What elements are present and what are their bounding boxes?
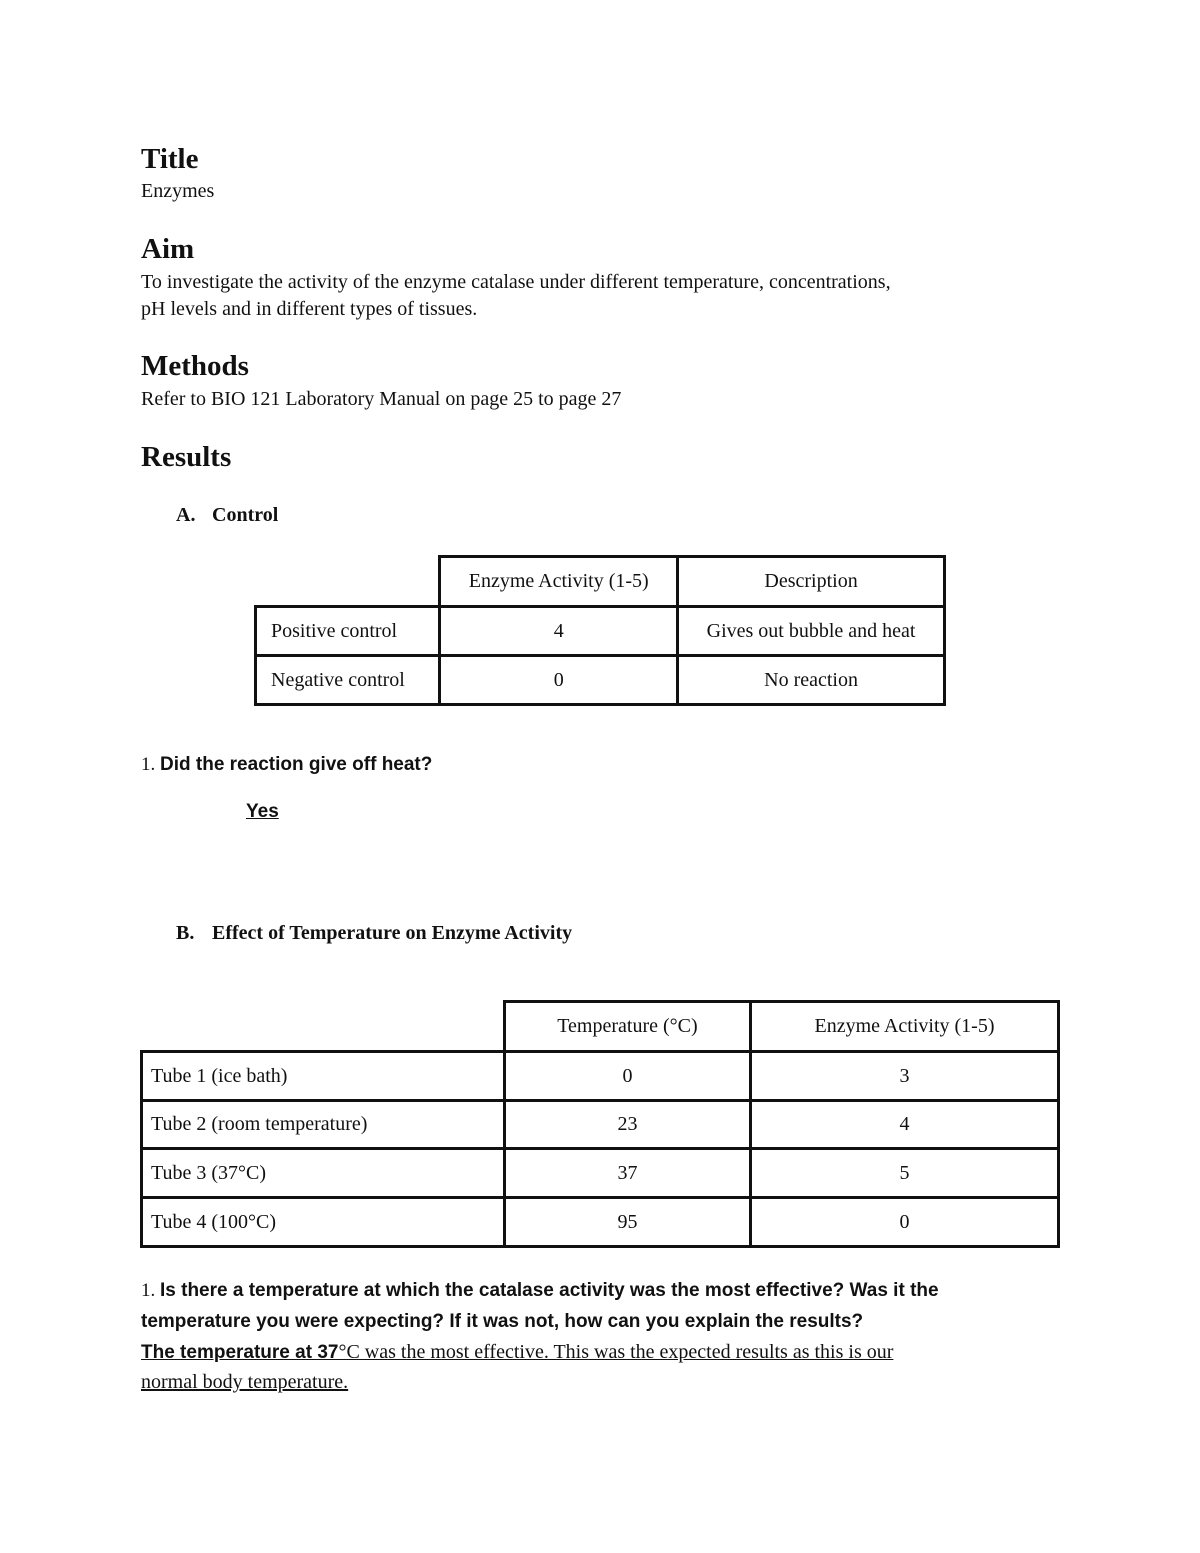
- activity-cell: 5: [751, 1149, 1059, 1198]
- row-label: Negative control: [256, 656, 440, 705]
- section-b-title: Effect of Temperature on Enzyme Activity: [212, 922, 573, 944]
- aim-text-line1: To investigate the activity of the enzyme catalase under different temperature, concentrations,: [141, 271, 891, 293]
- row-label: Tube 2 (room temperature): [142, 1101, 505, 1149]
- activity-cell: 0: [751, 1198, 1059, 1247]
- question-b1-line1: [141, 1275, 939, 1306]
- row-label: Tube 4 (100°C): [142, 1198, 505, 1247]
- header-cell: Enzyme Activity (1-5): [751, 1002, 1059, 1052]
- description-cell: Gives out bubble and heat: [678, 607, 945, 656]
- temperature-cell: 0: [504, 1052, 750, 1101]
- question-number: 1.: [141, 1280, 156, 1301]
- table-row: [142, 1101, 1059, 1149]
- blank-cell: [142, 1002, 505, 1052]
- table-row: [142, 1198, 1059, 1247]
- blank-cell: [256, 557, 440, 607]
- activity-cell: 4: [440, 607, 678, 656]
- answer-b1-line1: [141, 1337, 893, 1368]
- section-b-marker: B.: [176, 922, 195, 944]
- temperature-cell: 23: [504, 1101, 750, 1149]
- section-a-marker: A.: [176, 504, 196, 526]
- section-a-title: Control: [212, 504, 279, 526]
- row-label: Tube 1 (ice bath): [142, 1052, 505, 1101]
- question-text: Did the reaction give off heat?: [160, 754, 433, 775]
- description-cell: No reaction: [678, 656, 945, 705]
- activity-cell: 4: [751, 1101, 1059, 1149]
- table-header-row: [142, 1002, 1059, 1052]
- row-label: Tube 3 (37°C): [142, 1149, 505, 1198]
- header-cell: Enzyme Activity (1-5): [440, 557, 678, 607]
- temperature-table: [140, 1000, 1060, 1248]
- answer-b1-line2: normal body temperature.: [141, 1371, 349, 1393]
- table-row: [256, 656, 945, 705]
- table-header-row: [256, 557, 945, 607]
- table-row: [142, 1052, 1059, 1101]
- title-value: Enzymes: [141, 180, 215, 202]
- results-heading: Results: [141, 441, 232, 473]
- methods-text: Refer to BIO 121 Laboratory Manual on page 25 to page 27: [141, 388, 622, 410]
- question-a1: [141, 749, 432, 780]
- answer-bold-part: The temperature at 37: [141, 1342, 339, 1363]
- aim-text-line2: pH levels and in different types of tissues.: [141, 298, 478, 320]
- activity-cell: 0: [440, 656, 678, 705]
- question-b1-line2: temperature you were expecting? If it was not, how can you explain the results?: [141, 1311, 864, 1332]
- table-row: [256, 607, 945, 656]
- question-text: Is there a temperature at which the catalase activity was the most effective? Was it the: [160, 1280, 939, 1301]
- methods-heading: Methods: [141, 350, 249, 382]
- header-cell: Description: [678, 557, 945, 607]
- title-heading: Title: [141, 143, 199, 175]
- header-cell: Temperature (°C): [504, 1002, 750, 1052]
- temperature-cell: 95: [504, 1198, 750, 1247]
- row-label: Positive control: [256, 607, 440, 656]
- activity-cell: 3: [751, 1052, 1059, 1101]
- temperature-cell: 37: [504, 1149, 750, 1198]
- answer-rest: °C was the most effective. This was the expected results as this is our: [338, 1341, 894, 1363]
- table-row: [142, 1149, 1059, 1198]
- control-table: [254, 555, 946, 706]
- answer-a1: Yes: [246, 801, 279, 822]
- aim-heading: Aim: [141, 233, 195, 265]
- question-number: 1.: [141, 754, 156, 775]
